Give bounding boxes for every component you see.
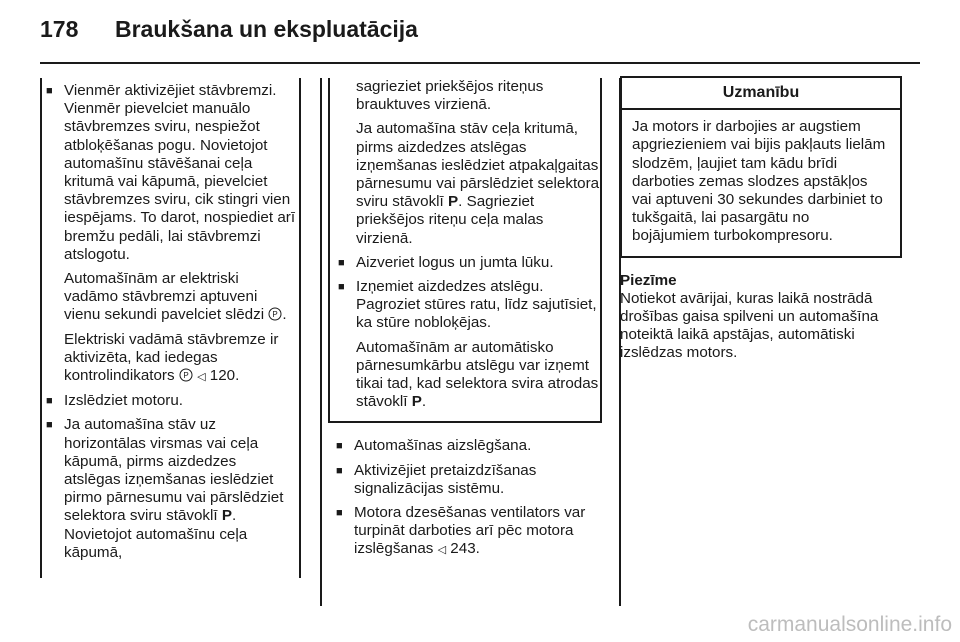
list-item-text: Izslēdziet motoru. — [64, 392, 184, 410]
list-item — [338, 278, 600, 333]
paragraph-text: Ja automašīna stāv ceļa kritumā, pirms aizdedzes atslēgas izņemšanas ieslēdziet atpakaļgaitas pārnesumu vai pārslēdziet selektora sviru stāvoklī — [356, 120, 600, 211]
parking-brake-indicator-icon — [179, 368, 193, 382]
list-item — [46, 82, 296, 264]
list-item-text: Aizveriet logus un jumta lūku. — [356, 253, 554, 271]
paragraph-text: Automašīnām ar elektriski vadāmo stāvbremzi aptuveni vienu sekundi pavelciet slēdzi — [64, 270, 265, 324]
svg-text:P: P — [272, 310, 278, 320]
caution-box — [620, 76, 902, 258]
paragraph — [46, 331, 296, 387]
paragraph-text: sagrieziet priekšējos riteņus brauktuves virzienā. — [356, 78, 544, 114]
page-header — [40, 14, 920, 54]
column-divider-left — [320, 78, 322, 606]
note-body: Notiekot avārijai, kuras laikā nostrādā drošības gaisa spilveni un automašīna noteiktā laikā apstājas, automātiski izslēdzas motors. — [620, 289, 879, 362]
watermark: carmanualsonline.info — [747, 613, 952, 636]
page-ref-arrow-icon: ◁ — [437, 544, 447, 557]
page-reference[interactable]: 120. — [209, 367, 240, 385]
paragraph-text: Automašīnām ar automātisko pārnesumkārbu atslēgu var izņemt tikai tad, kad selektora svira atrodas stāvoklī — [356, 338, 599, 411]
svg-text:P: P — [183, 371, 189, 381]
paragraph-text-end: . — [282, 306, 287, 324]
header-divider — [40, 62, 920, 64]
parking-brake-icon — [268, 307, 282, 321]
list-item-text: Motora dzesēšanas ventilators var turpināt darboties arī pēc motora izslēgšanas — [354, 504, 586, 558]
list-item-text: Ja automašīna stāv uz horizontālas virsmas vai ceļa kāpumā, pirms aizdedzes atslēgas izņemšanas ieslēdziet pirmo pārnesumu vai pārslēdziet selektora sviru stāvoklī — [64, 416, 284, 525]
column-3 — [620, 82, 902, 363]
gear-position-p: P — [448, 193, 459, 211]
paragraph-text: Elektriski vadāmā stāvbremze ir aktivizēta, kad iedegas kontrolindikators — [64, 330, 279, 385]
list-item — [336, 462, 602, 498]
paragraph — [338, 120, 600, 247]
list-item — [336, 504, 602, 560]
list-item-text: Aktivizējiet pretaizdzīšanas signalizācijas sistēmu. — [354, 461, 537, 497]
list-item-text-end: . Novietojot automašīnu ceļa kāpumā, — [64, 507, 248, 561]
list-item-text: Automašīnas aizslēgšana. — [354, 437, 532, 455]
caution-body: Ja motors ir darbojies ar augstiem apgriezieniem vai bijis pakļauts lielām slodzēm, ļaujiet tam kādu brīdi darboties zemas slodzes apstākļos vai aptuveni 30 sekundes darbiniet to tukšgaitā, lai pasargātu no bojājumiem turbokompresoru. — [632, 118, 886, 245]
gear-position-p: P — [221, 507, 232, 525]
paragraph — [338, 339, 600, 412]
paragraph — [46, 270, 296, 325]
column-1-right-rule — [299, 78, 301, 578]
column-1-left-rule — [40, 78, 42, 578]
page-ref-arrow-icon: ◁ — [197, 371, 206, 384]
list-item — [46, 416, 296, 562]
list-item-text: Izņemiet aizdedzes atslēgu. Pagroziet stūres ratu, līdz sajutīsiet, ka stūre nobloķējas. — [356, 278, 597, 332]
column-1 — [46, 82, 296, 568]
list-item — [338, 254, 600, 272]
gear-position-p: P — [411, 393, 422, 411]
caution-title: Uzmanību — [622, 78, 900, 110]
page-number: 178 — [40, 16, 79, 42]
paragraph-text-end: . — [421, 393, 427, 411]
paragraph-text-end: . Sagrieziet priekšējos riteņu ceļa malas virzienā. — [356, 193, 544, 247]
column-2 — [336, 78, 602, 566]
continued-box — [328, 78, 602, 423]
list-item — [336, 437, 602, 455]
page-reference[interactable]: 243. — [450, 540, 480, 558]
paragraph — [338, 78, 600, 114]
page-title: Braukšana un ekspluatācija — [115, 16, 418, 42]
list-item — [46, 392, 296, 410]
note-title: Piezīme — [620, 271, 677, 289]
list-item-text: Vienmēr aktivizējiet stāvbremzi. Vienmēr pievelciet manuālo stāvbremzes sviru, nespiežot atbloķēšanas pogu. Novietojot automašīnu stāvēšanai ceļa kritumā vai kāpumā, pievelciet stāvbremzes sviru, cik stingri vien iespējams. To darot, nospiediet arī bremžu pedāli, lai stāvbremzi atslogotu. — [64, 82, 296, 263]
